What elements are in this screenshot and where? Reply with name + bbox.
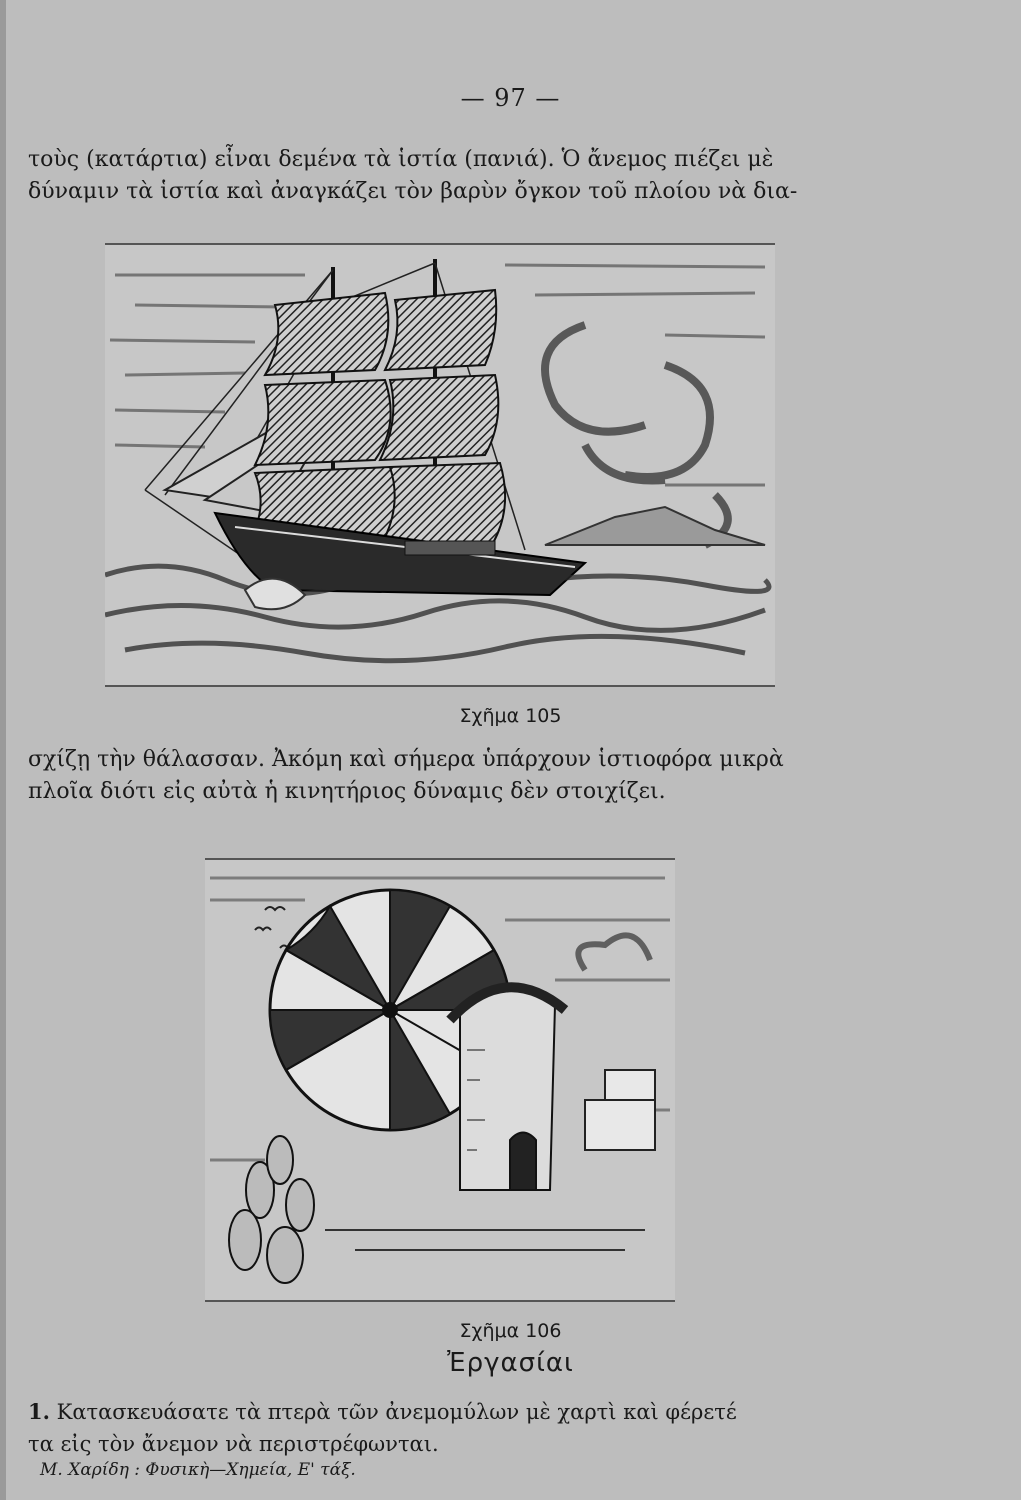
paragraph-2-line-2: πλοῖα διότι εἰς αὐτὰ ἡ κινητήριος δύναμις δὲν στοιχίζει. [28,779,666,804]
exercise-1-line-2: τα εἰς τὸν ἄνεμον νὰ περιστρέφωνται. [28,1432,439,1456]
paragraph-2 [28,744,868,808]
sailing-ship-icon [105,245,775,685]
paragraph-1-line-1: τοὺς (κατάρτια) εἶναι δεμένα τὰ ἱστία (πανιά). Ὁ ἄνεμος πιέζει μὲ [28,147,774,172]
footer-citation: Μ. Χαρίδη : Φυσικὴ—Χημεία, Ε' τάξ. [40,1460,356,1480]
figure-106-caption: Σχῆμα 106 [459,1320,562,1342]
section-heading: Ἐργασίαι [447,1348,574,1378]
page-edge [0,0,6,1500]
figure-105-caption: Σχῆμα 105 [459,705,562,727]
windmill-icon [205,860,675,1300]
exercise-1-number: 1. [28,1399,50,1424]
paragraph-1 [28,144,868,208]
exercise-1 [28,1396,868,1460]
page-number: — 97 — [460,84,561,112]
paragraph-2-line-1: σχίζῃ τὴν θάλασσαν. Ἀκόμη καὶ σήμερα ὑπάρχουν ἱστιοφόρα μικρὰ [28,747,784,772]
exercise-1-line-1 [28,1396,868,1428]
paragraph-1-line-2: δύναμιν τὰ ἱστία καὶ ἀναγκάζει τὸν βαρὺν ὄγκον τοῦ πλοίου νὰ δια- [28,179,798,204]
exercise-1-text-1: Κατασκευάσατε τὰ πτερὰ τῶν ἀνεμομύλων μὲ χαρτὶ καὶ φέρετέ [56,1400,737,1424]
windmill-illustration [205,858,675,1302]
ship-illustration [105,243,775,687]
